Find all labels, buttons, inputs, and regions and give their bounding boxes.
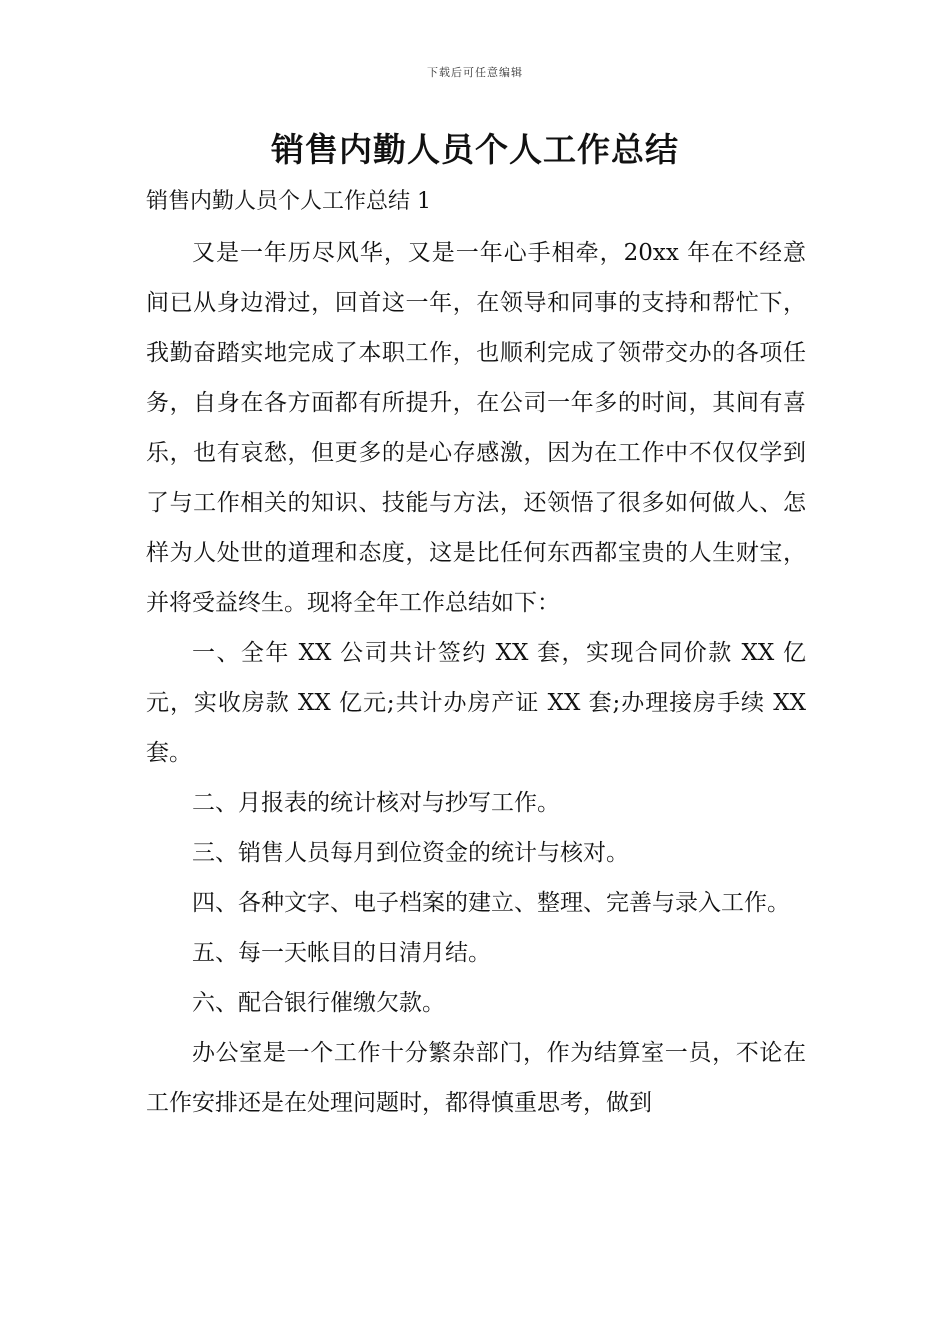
section-subtitle: 销售内勤人员个人工作总结 1 [146, 189, 431, 214]
paragraph-item-2: 二、月报表的统计核对与抄写工作。 [192, 790, 560, 816]
paragraph-intro: 又是一年历尽风华，又是一年心手相牵，20xx 年在不经意间已从身边滑过，回首这一年，在领导和同事的支持和帮忙下，我勤奋踏实地完成了本职工作，也顺利完成了领带交办的各项任务，自身在各方面都有所提升，在公司一年多的时间，其间有喜乐，也有哀愁，但更多的是心存感激，因为在工作中不仅仅学到了与工作相关的知识、技能与方法，还领悟了很多如何做人、怎样为人处世的道理和态度，这是比任何东西都宝贵的人生财宝，并将受益终生。现将全年工作总结如下： [146, 240, 806, 616]
paragraph-item-4: 四、各种文字、电子档案的建立、整理、完善与录入工作。 [192, 890, 790, 916]
paragraph-item-5: 五、每一天帐目的日清月结。 [192, 940, 491, 966]
header-note: 下载后可任意编辑 [427, 66, 523, 79]
paragraph-office: 办公室是一个工作十分繁杂部门，作为结算室一员，不论在工作安排还是在处理问题时，都得慎重思考，做到 [146, 1040, 806, 1116]
document-title: 销售内勤人员个人工作总结 [271, 130, 679, 169]
paragraph-item-6: 六、配合银行催缴欠款。 [192, 990, 445, 1016]
paragraph-item-3: 三、销售人员每月到位资金的统计与核对。 [192, 840, 629, 866]
paragraph-item-1: 一、全年 XX 公司共计签约 XX 套，实现合同价款 XX 亿元，实收房款 XX 亿元;共计办房产证 XX 套;办理接房手续 XX 套。 [146, 640, 806, 766]
document-body [146, 228, 806, 1128]
